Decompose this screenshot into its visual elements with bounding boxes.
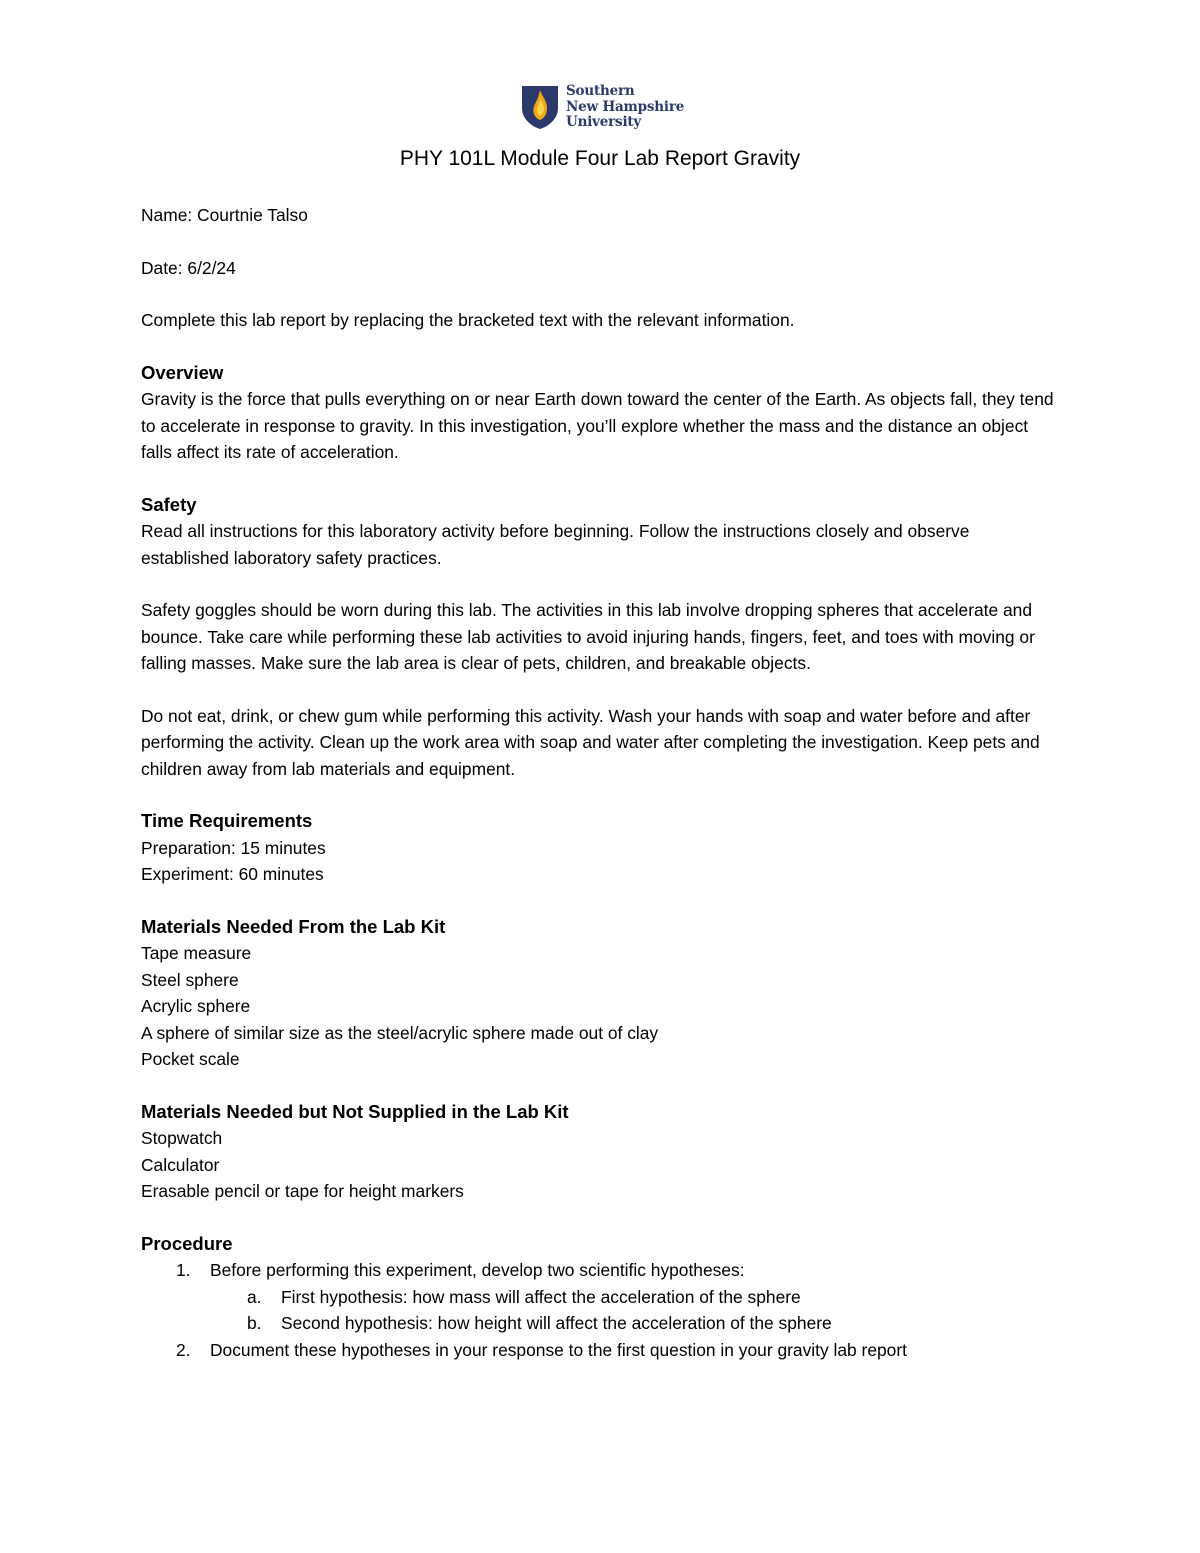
materials-kit-item: A sphere of similar size as the steel/acrylic sphere made out of clay bbox=[141, 1022, 659, 1043]
procedure-list bbox=[141, 1257, 1061, 1363]
document-body bbox=[141, 202, 1061, 1363]
time-item: Preparation: 15 minutes bbox=[141, 837, 326, 858]
step-number: 1. bbox=[176, 1260, 191, 1280]
safety-paragraph-1: Read all instructions for this laboratory activity before beginning. Follow the instructions closely and observe established laboratory safety practices. bbox=[141, 521, 970, 568]
step-text: Before performing this experiment, develop two scientific hypotheses: bbox=[210, 1260, 745, 1280]
logo-line-1: Southern bbox=[566, 83, 635, 99]
materials-other-item: Calculator bbox=[141, 1154, 220, 1175]
materials-kit-item: Acrylic sphere bbox=[141, 996, 251, 1016]
logo-line-2: New Hampshire bbox=[566, 98, 685, 115]
overview-heading: Overview bbox=[141, 361, 224, 383]
time-item: Experiment: 60 minutes bbox=[141, 864, 324, 884]
step-text: First hypothesis: how mass will affect the acceleration of the sphere bbox=[281, 1286, 801, 1307]
safety-paragraph-2: Safety goggles should be worn during this lab. The activities in this lab involve dropping spheres that accelerate and bounce. Take care while performing these lab activities to avoid injuring hands, fingers, feet, and toes with moving or falling masses. Make sure the lab area is clear of pets, children, and breakable objects. bbox=[141, 600, 1035, 673]
step-number: a. bbox=[247, 1286, 262, 1307]
materials-other-item: Stopwatch bbox=[141, 1128, 223, 1148]
materials-kit-heading: Materials Needed From the Lab Kit bbox=[141, 915, 446, 937]
procedure-heading: Procedure bbox=[141, 1232, 233, 1254]
overview-text: Gravity is the force that pulls everything on or near Earth down toward the center of the Earth. As objects fall, they tend to accelerate in response to gravity. In this investigation, you’ll explore whether the mass and the distance an object falls affect its rate of acceleration. bbox=[141, 389, 1054, 462]
procedure-substep bbox=[141, 1284, 1061, 1311]
page-title: PHY 101L Module Four Lab Report Gravity bbox=[399, 147, 801, 170]
materials-kit-item: Steel sphere bbox=[141, 969, 239, 990]
procedure-substep bbox=[141, 1310, 1061, 1337]
time-heading: Time Requirements bbox=[141, 810, 313, 831]
materials-kit-item: Pocket scale bbox=[141, 1049, 240, 1069]
logo-wordmark bbox=[566, 84, 684, 131]
materials-other-item: Erasable pencil or tape for height markers bbox=[141, 1181, 464, 1201]
step-number: b. bbox=[247, 1313, 262, 1333]
date-line: Date: 6/2/24 bbox=[141, 257, 236, 278]
safety-paragraph-3: Do not eat, drink, or chew gum while performing this activity. Wash your hands with soap and water before and after performing the activity. Clean up the work area with soap and water after completing the investigation. Keep pets and children away from lab materials and equipment. bbox=[141, 705, 1040, 779]
step-text: Second hypothesis: how height will affect the acceleration of the sphere bbox=[281, 1313, 832, 1333]
step-number: 2. bbox=[176, 1339, 191, 1360]
procedure-step bbox=[141, 1257, 1061, 1284]
materials-kit-item: Tape measure bbox=[141, 943, 252, 963]
safety-heading: Safety bbox=[141, 493, 197, 515]
procedure-step bbox=[141, 1337, 1061, 1364]
step-text: Document these hypotheses in your response to the first question in your gravity lab report bbox=[210, 1339, 907, 1360]
instructions-text: Complete this lab report by replacing the bracketed text with the relevant information. bbox=[141, 310, 795, 330]
shield-flame-icon bbox=[520, 84, 560, 130]
materials-other-heading: Materials Needed but Not Supplied in the Lab Kit bbox=[141, 1100, 569, 1122]
logo-line-3: University bbox=[566, 114, 642, 130]
snhu-logo bbox=[520, 84, 684, 131]
name-line: Name: Courtnie Talso bbox=[141, 205, 308, 225]
